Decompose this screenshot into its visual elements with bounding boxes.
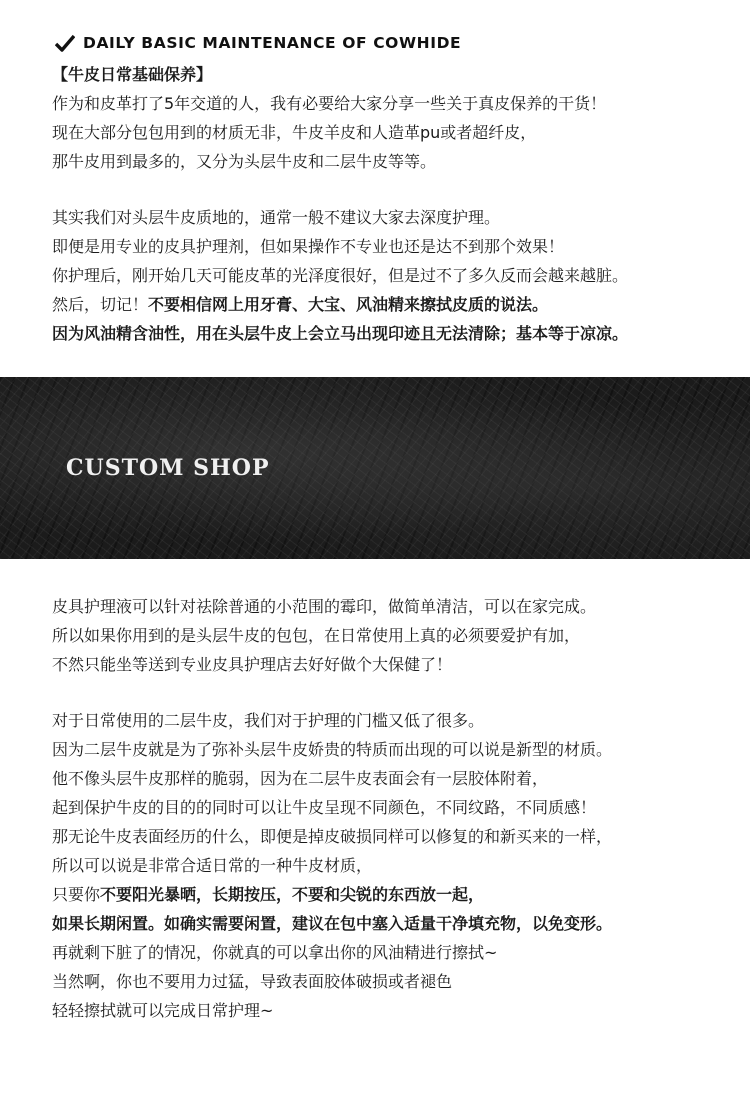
text-line: 皮具护理液可以针对祛除普通的小范围的霉印，做简单清洁，可以在家完成。 [52, 597, 597, 616]
text-line: 轻轻擦拭就可以完成日常护理~ [52, 1001, 274, 1020]
leather-banner [0, 377, 750, 559]
reason-line: 因为风油精含油性，用在头层牛皮上会立马出现印迹且无法清除；基本等于凉凉。 [52, 324, 629, 343]
tip-line: 只要你不要阳光暴晒，长期按压，不要和尖锐的东西放一起， [52, 885, 485, 904]
text-line: 你护理后，刚开始几天可能皮革的光泽度很好，但是过不了多久反而会越来越脏。 [52, 266, 629, 285]
text-line: 即便是用专业的皮具护理剂，但如果操作不专业也还是达不到那个效果！ [52, 237, 565, 256]
checkmark-icon [55, 34, 75, 52]
text-line: 对于日常使用的二层牛皮，我们对于护理的门槛又低了很多。 [52, 711, 485, 730]
text-line: 他不像头层牛皮那样的脆弱，因为在二层牛皮表面会有一层胶体附着， [52, 769, 549, 788]
text-line: 现在大部分包包用到的材质无非，牛皮羊皮和人造革pu或者超纤皮， [52, 123, 537, 142]
section2-body [52, 592, 730, 1025]
text-line: 作为和皮革打了5年交道的人，我有必要给大家分享一些关于真皮保养的干货！ [52, 94, 607, 113]
text-line: 因为二层牛皮就是为了弥补头层牛皮娇贵的特质而出现的可以说是新型的材质。 [52, 740, 613, 759]
text-line: 当然啊，你也不要用力过猛，导致表面胶体破损或者褪色 [52, 972, 453, 991]
section-heading [55, 34, 461, 52]
text-line: 不然只能坐等送到专业皮具护理店去好好做个大保健了！ [52, 655, 453, 674]
section1-body [52, 60, 730, 348]
text-line: 再就剩下脏了的情况，你就真的可以拿出你的风油精进行擦拭~ [52, 943, 498, 962]
tip-line-2: 如果长期闲置。如确实需要闲置，建议在包中塞入适量干净填充物，以免变形。 [52, 914, 613, 933]
warning-line: 然后，切记！不要相信网上用牙膏、大宝、风油精来擦拭皮质的说法。 [52, 295, 549, 314]
text-line: 那牛皮用到最多的，又分为头层牛皮和二层牛皮等等。 [52, 152, 437, 171]
heading-text: DAILY BASIC MAINTENANCE OF COWHIDE [83, 34, 462, 52]
text-line: 那无论牛皮表面经历的什么，即便是掉皮破损同样可以修复的和新买来的一样， [52, 827, 613, 846]
text-line: 所以如果你用到的是头层牛皮的包包，在日常使用上真的必须要爱护有加， [52, 626, 581, 645]
text-line: 起到保护牛皮的目的的同时可以让牛皮呈现不同颜色，不同纹路，不同质感！ [52, 798, 597, 817]
banner-title: CUSTOM SHOP [66, 455, 270, 481]
text-line: 所以可以说是非常合适日常的一种牛皮材质， [52, 856, 373, 875]
subheading: 【牛皮日常基础保养】 [52, 65, 213, 84]
text-line: 其实我们对头层牛皮质地的，通常一般不建议大家去深度护理。 [52, 208, 501, 227]
